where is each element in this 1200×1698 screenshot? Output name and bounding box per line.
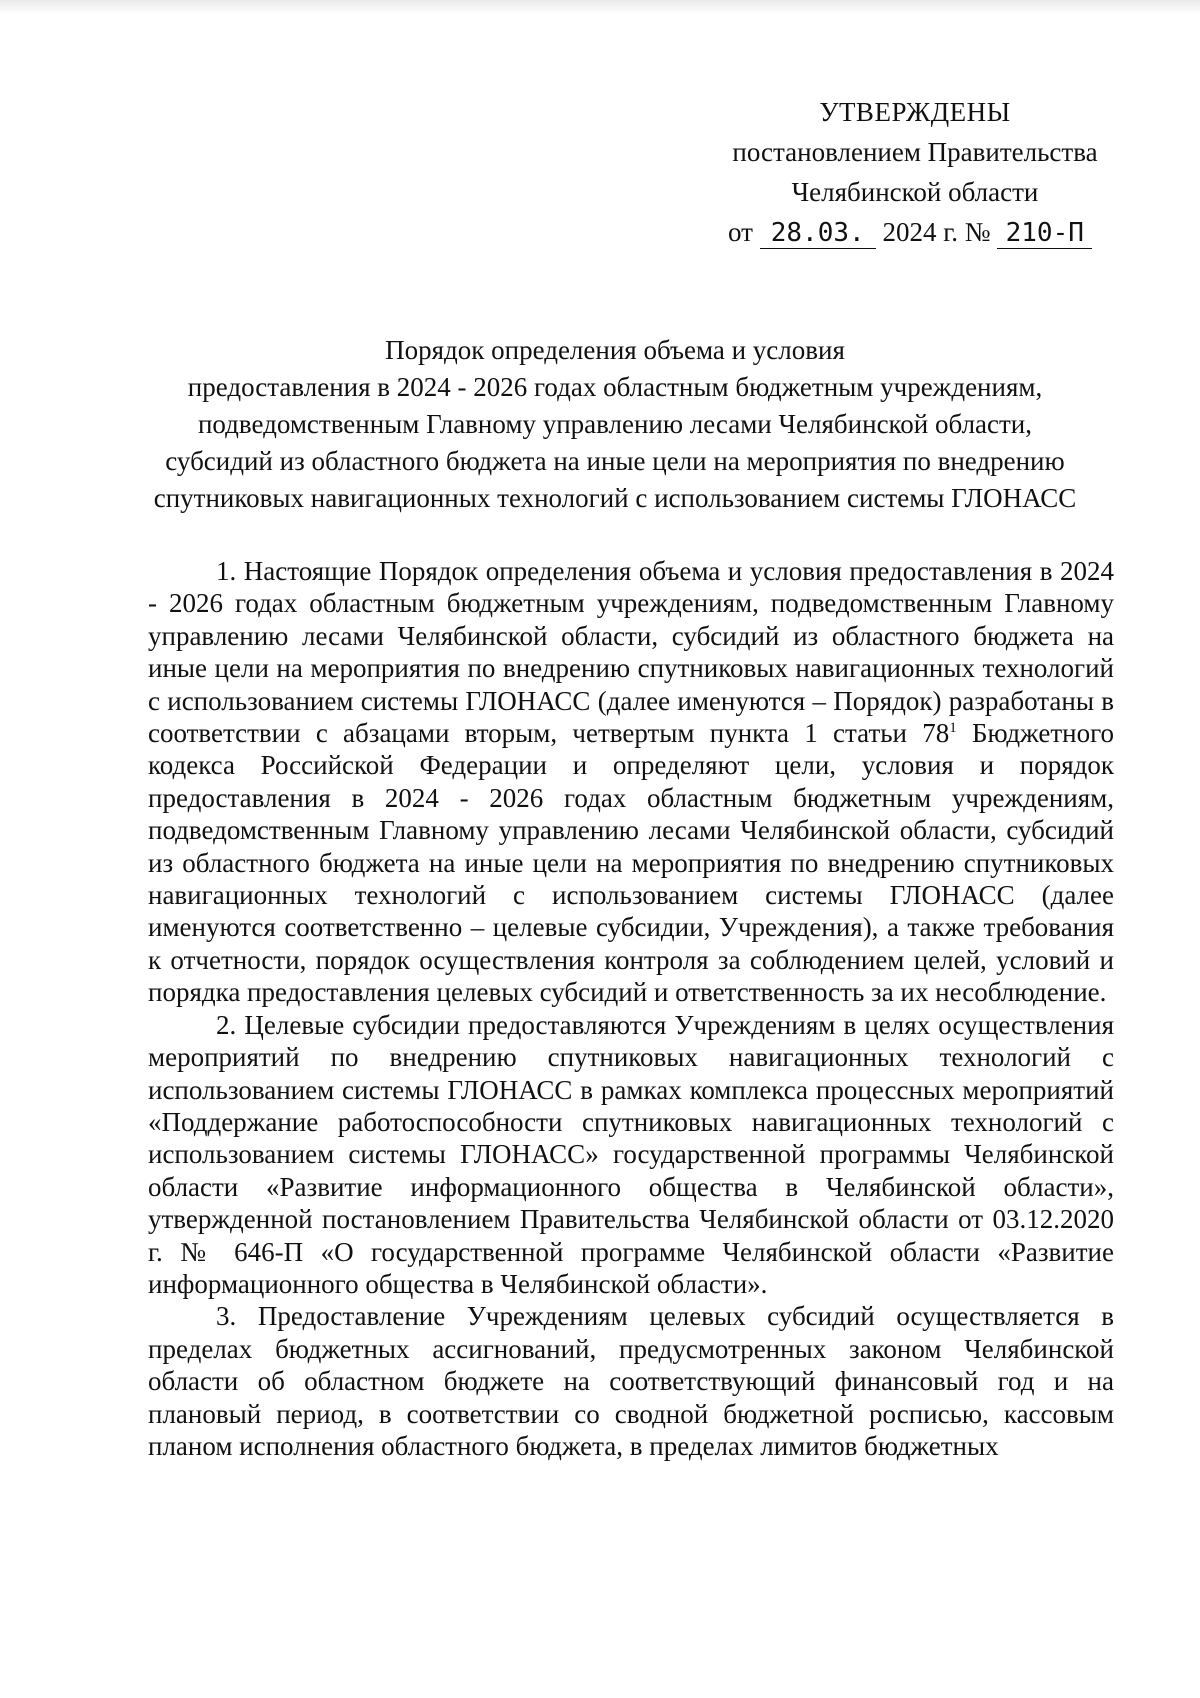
approval-date-line	[700, 212, 1130, 252]
scan-edge-shading	[0, 0, 1200, 14]
approval-line-2: Челябинской области	[791, 177, 1039, 207]
document-title	[120, 332, 1110, 517]
title-line-5: спутниковых навигационных технологий с использованием системы ГЛОНАСС	[153, 483, 1077, 513]
paragraph-2: 2. Целевые субсидии предоставляются Учреждениям в целях осуществления мероприятий по внедрению спутниковых навигационных технологий с использованием системы ГЛОНАСС в рамках комплекса процессных мероприятий «Поддержание работоспособности спутниковых навигационных технологий с использованием системы ГЛОНАСС» государственной программы Челябинской области «Развитие информационного общества в Челябинской области», утвержденной постановлением Правительства Челябинской области от 03.12.2020 г. № 646-П «О государственной программе Челябинской области «Развитие информационного общества в Челябинской области».	[148, 1009, 1114, 1299]
paragraph-1-text-a: 1. Настоящие Порядок определения объема и условия предоставления в 2024 - 2026 годах областным бюджетным учреждениям, подведомственным Главному управлению лесами Челябинской области, субсидий из областного бюджета на иные цели на мероприятия по внедрению спутниковых навигационных технологий с использованием системы ГЛОНАСС (далее именуются – Порядок) разработаны в соответствии с абзацами вторым, четвертым пункта 1 статьи 78	[148, 556, 1114, 749]
title-line-1: Порядок определения объема и условия	[385, 335, 845, 365]
approval-block	[700, 92, 1130, 252]
handwritten-date: 28.03.	[760, 218, 876, 249]
title-line-2: предоставления в 2024 - 2026 годах областным бюджетным учреждениям,	[187, 372, 1043, 402]
title-line-4: субсидий из областного бюджета на иные цели на мероприятия по внедрению	[165, 446, 1065, 476]
approval-heading: УТВЕРЖДЕНЫ	[819, 97, 1011, 127]
paragraph-1	[148, 555, 1114, 1009]
handwritten-number: 210-П	[997, 218, 1092, 249]
date-prefix: от	[728, 217, 753, 247]
superscript-marker: 1	[949, 720, 957, 737]
paragraph-1-text-b: Бюджетного кодекса Российской Федерации и определяют цели, условия и порядок предоставления в 2024 - 2026 годах областным бюджетным учреждениям, подведомственным Главному управлению лесами Челябинской области, субсидий из областного бюджета на иные цели на мероприятия по внедрению спутниковых навигационных технологий с использованием системы ГЛОНАСС (далее именуются соответственно – целевые субсидии, Учреждения), а также требования к отчетности, порядок осуществления контроля за соблюдением целей, условий и порядка предоставления целевых субсидий и ответственность за их несоблюдение.	[148, 718, 1114, 1008]
year-and-number-label: 2024 г. №	[882, 217, 991, 247]
approval-line-1: постановлением Правительства	[732, 137, 1098, 167]
document-body	[148, 555, 1114, 1462]
title-line-3: подведомственным Главному управлению лесами Челябинской области,	[197, 409, 1033, 439]
paragraph-3: 3. Предоставление Учреждениям целевых субсидий осуществляется в пределах бюджетных ассигнований, предусмотренных законом Челябинской области об областном бюджете на соответствующий финансовый год и на плановый период, в соответствии со сводной бюджетной росписью, кассовым планом исполнения областного бюджета, в пределах лимитов бюджетных	[148, 1301, 1114, 1461]
